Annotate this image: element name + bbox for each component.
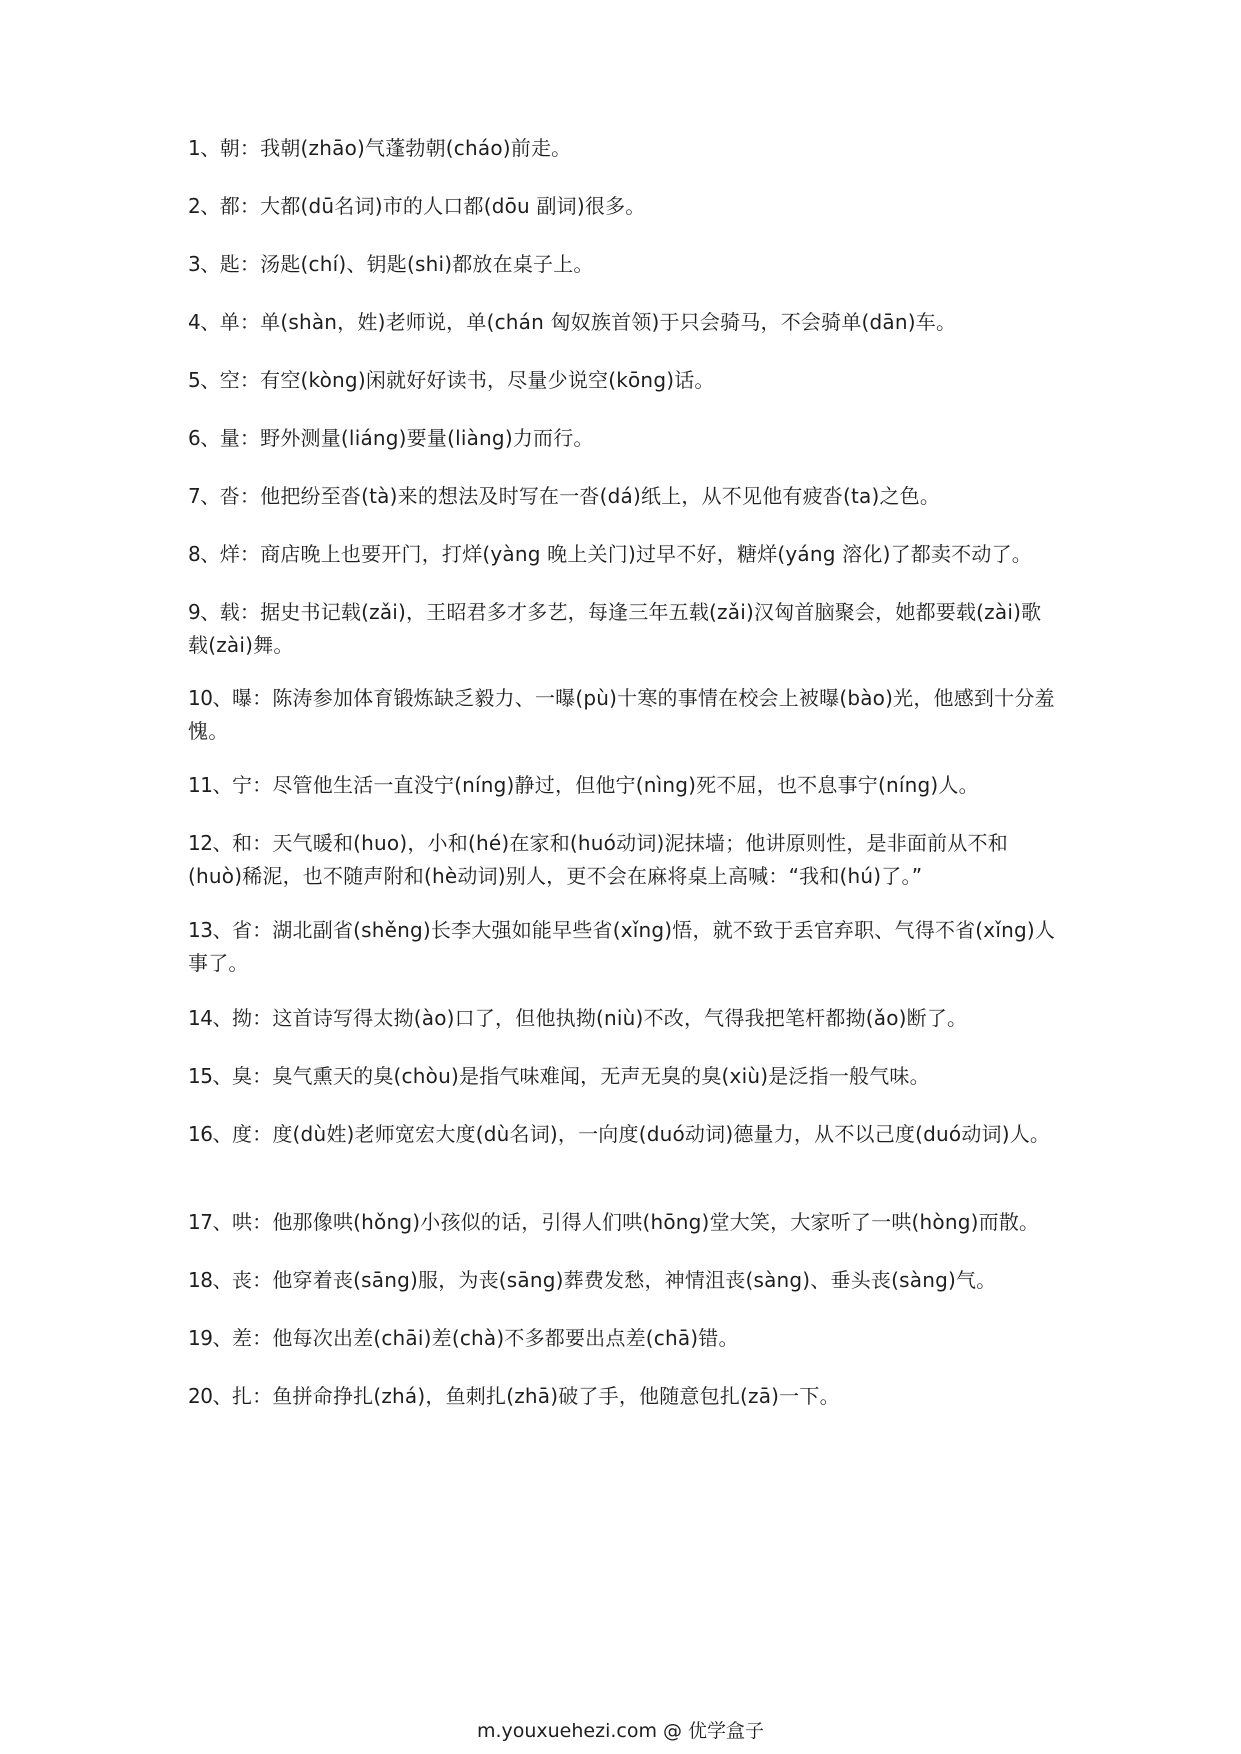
item-number: 7、 (188, 484, 220, 508)
list-item (188, 248, 1058, 281)
item-text: 哄：他那像哄(hǒng)小孩似的话，引得人们哄(hōng)堂大笑，大家听了一哄(hòng)而散。 (231, 1210, 1040, 1234)
list-item (188, 364, 1058, 397)
list-item (188, 596, 1058, 662)
item-text: 单：单(shàn，姓)老师说，单(chán 匈奴族首领)于只会骑马，不会骑单(dān)车。 (219, 310, 957, 334)
item-number: 13、 (188, 918, 232, 942)
item-number: 14、 (188, 1006, 232, 1030)
item-text: 空：有空(kòng)闲就好好读书，尽量少说空(kōng)话。 (219, 368, 715, 392)
item-text: 和：天气暖和(huo)，小和(hé)在家和(huó动词)泥抹墙；他讲原则性，是非面前从不和(huò)稀泥，也不随声附和(hè动词)别人，更不会在麻将桌上高喊：“我和(hú)了。” (188, 831, 1008, 888)
list-item (188, 769, 1058, 802)
item-text: 丧：他穿着丧(sāng)服，为丧(sāng)葬费发愁，神情沮丧(sàng)、垂头丧(sàng)气。 (231, 1268, 997, 1292)
footer-watermark: m.youxuehezi.com @ 优学盒子 (476, 1720, 765, 1742)
item-number: 9、 (188, 600, 220, 624)
item-text: 拗：这首诗写得太拗(ào)口了，但他执拗(niù)不改，气得我把笔杆都拗(ǎo)断了。 (231, 1006, 968, 1030)
item-number: 12、 (188, 831, 232, 855)
list-item (188, 827, 1058, 893)
list-item (188, 1322, 1058, 1355)
item-text: 臭：臭气熏天的臭(chòu)是指气味难闻，无声无臭的臭(xiù)是泛指一般气味。 (231, 1064, 930, 1088)
item-text: 省：湖北副省(shěng)长李大强如能早些省(xǐng)悟，就不致于丢官弃职、气得不省(xǐng)人事了。 (188, 918, 1056, 975)
list-item (188, 132, 1058, 165)
item-text: 差：他每次出差(chāi)差(chà)不多都要出点差(chā)错。 (231, 1326, 739, 1350)
list-item (188, 1206, 1058, 1239)
item-text: 度：度(dù姓)老师宽宏大度(dù名词)，一向度(duó动词)德量力，从不以己度(duó动词)人。 (231, 1122, 1051, 1146)
item-number: 16、 (188, 1122, 232, 1146)
item-number: 18、 (188, 1268, 232, 1292)
item-text: 都：大都(dū名词)市的人口都(dōu 副词)很多。 (219, 194, 646, 218)
item-text: 宁：尽管他生活一直没宁(níng)静过，但他宁(nìng)死不屈，也不息事宁(níng)人。 (231, 773, 979, 797)
list-item (188, 1002, 1058, 1035)
item-text: 沓：他把纷至沓(tà)来的想法及时写在一沓(dá)纸上，从不见他有疲沓(ta)之色。 (219, 484, 941, 508)
item-number: 4、 (188, 310, 220, 334)
list-item (188, 1118, 1058, 1151)
item-number: 5、 (188, 368, 220, 392)
list-item (188, 190, 1058, 223)
item-number: 3、 (188, 252, 220, 276)
item-text: 朝：我朝(zhāo)气蓬勃朝(cháo)前走。 (219, 136, 572, 160)
list-item (188, 914, 1058, 980)
item-text: 匙：汤匙(chí)、钥匙(shi)都放在桌子上。 (219, 252, 594, 276)
list-item (188, 422, 1058, 455)
item-text: 烊：商店晚上也要开门，打烊(yàng 晚上关门)过早不好，糖烊(yáng 溶化)了都卖不动了。 (219, 542, 1032, 566)
item-number: 20、 (188, 1384, 232, 1408)
list-item (188, 538, 1058, 571)
item-text: 量：野外测量(liáng)要量(liàng)力而行。 (219, 426, 594, 450)
item-text: 曝：陈涛参加体育锻炼缺乏毅力、一曝(pù)十寒的事情在校会上被曝(bào)光，他感到十分羞愧。 (188, 686, 1055, 743)
list-item (188, 1380, 1058, 1413)
list-item (188, 480, 1058, 513)
item-number: 19、 (188, 1326, 232, 1350)
item-text: 扎：鱼拼命挣扎(zhá)，鱼刺扎(zhā)破了手，他随意包扎(zā)一下。 (231, 1384, 840, 1408)
item-number: 11、 (188, 773, 232, 797)
list-item (188, 1060, 1058, 1093)
item-number: 15、 (188, 1064, 232, 1088)
item-number: 2、 (188, 194, 220, 218)
item-number: 17、 (188, 1210, 232, 1234)
item-number: 10、 (188, 686, 232, 710)
item-text: 载：据史书记载(zǎi)，王昭君多才多艺，每逢三年五载(zǎi)汉匈首脑聚会，她都要载(zài)歌载(zài)舞。 (188, 600, 1042, 657)
item-number: 8、 (188, 542, 220, 566)
list-item (188, 1264, 1058, 1297)
list-item (188, 682, 1058, 748)
item-number: 6、 (188, 426, 220, 450)
list-item (188, 306, 1058, 339)
item-number: 1、 (188, 136, 220, 160)
